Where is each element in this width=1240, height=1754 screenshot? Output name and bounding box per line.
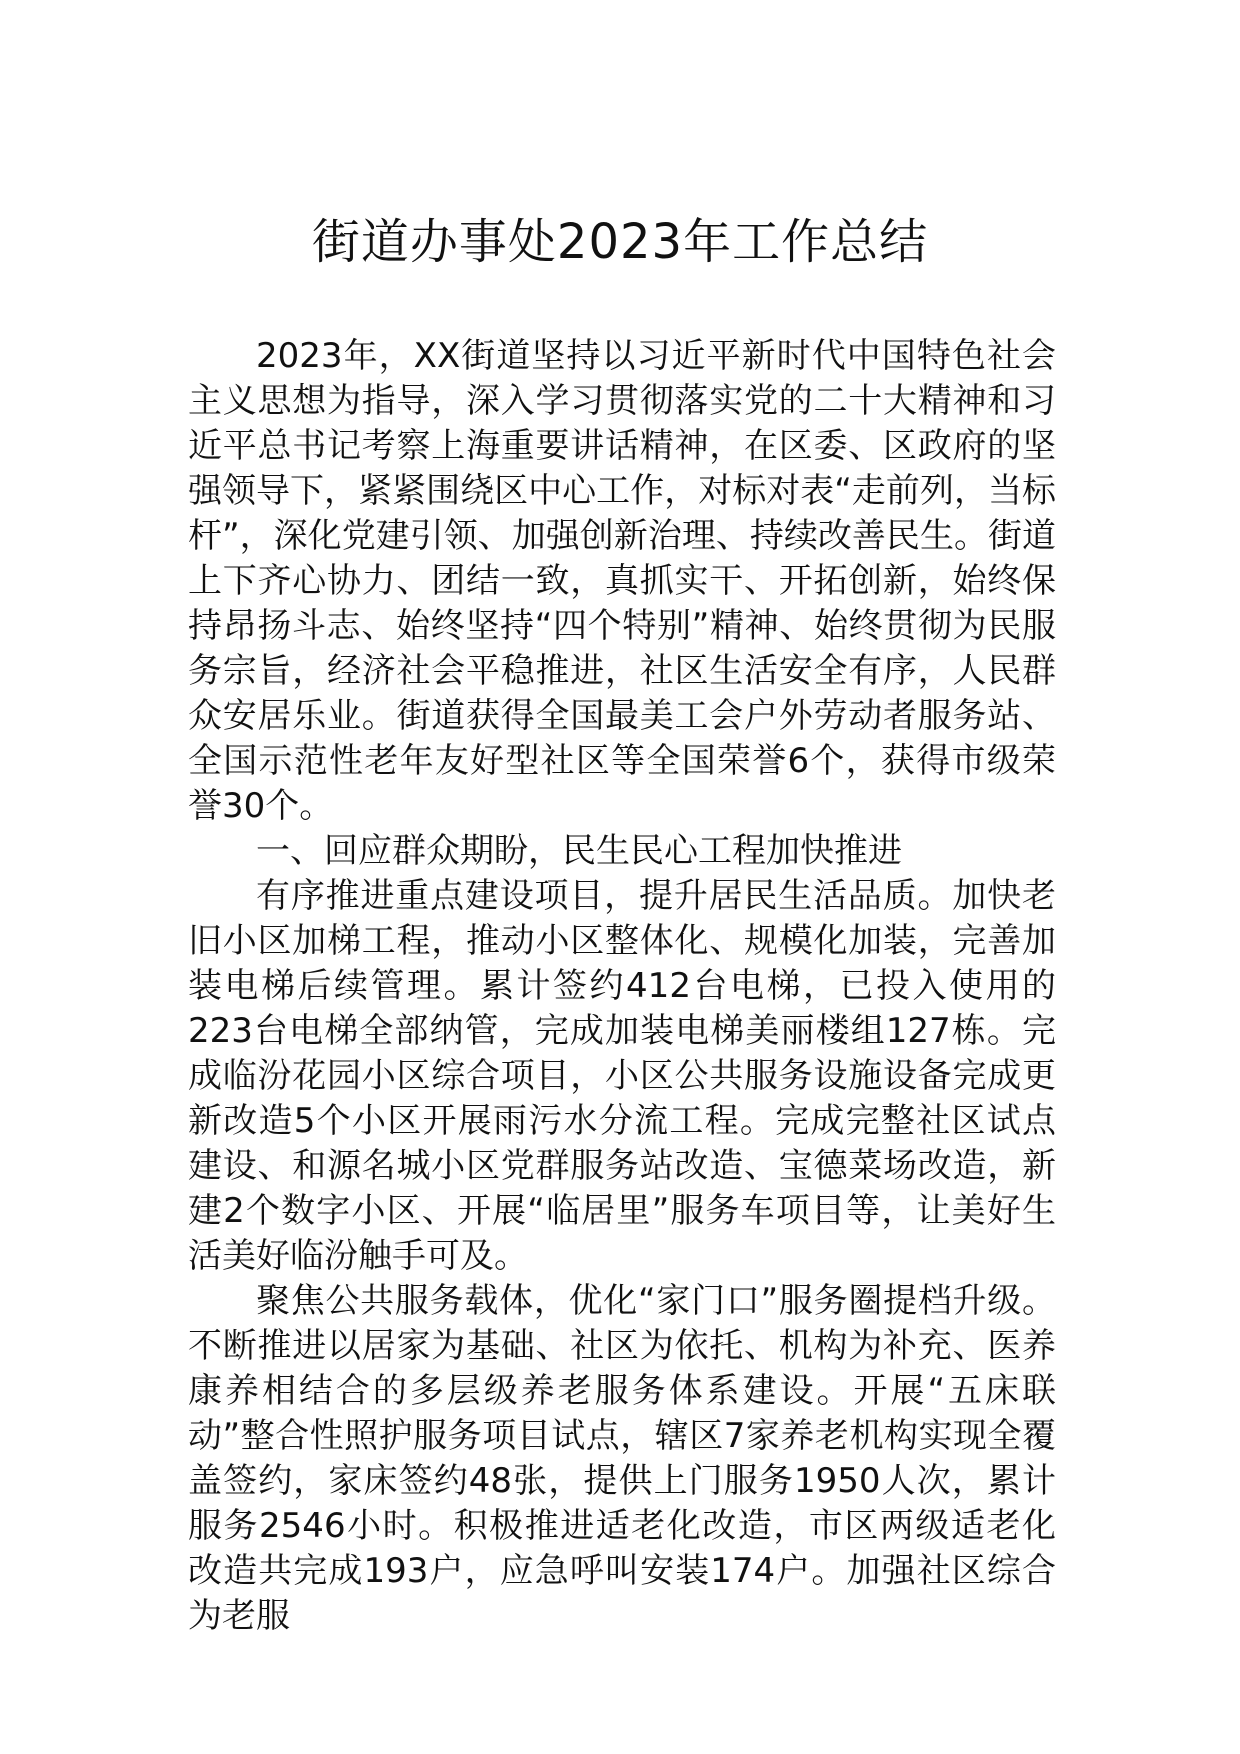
paragraph-construction: 有序推进重点建设项目，提升居民生活品质。加快老旧小区加梯工程，推动小区整体化、规模化加装，完善加装电梯后续管理。累计签约412台电梯，已投入使用的223台电梯全部纳管，完成加装电梯美丽楼组127栋。完成临汾花园小区综合项目，小区公共服务设施设备完成更新改造5个小区开展雨污水分流工程。完成完整社区试点建设、和源名城小区党群服务站改造、宝德菜场改造，新建2个数字小区、开展“临居里”服务车项目等，让美好生活美好临汾触手可及。 [188,876,1056,1276]
section-heading-1: 一、回应群众期盼，民生民心工程加快推进 [256,831,902,871]
paragraph-public-service: 聚焦公共服务载体，优化“家门口”服务圈提档升级。不断推进以居家为基础、社区为依托、机构为补充、医养康养相结合的多层级养老服务体系建设。开展“五床联动”整合性照护服务项目试点，辖区7家养老机构实现全覆盖签约，家床签约48张，提供上门服务1950人次，累计服务2546小时。积极推进适老化改造，市区两级适老化改造共完成193户，应急呼叫安装174户。加强社区综合为老服 [188,1281,1056,1636]
paragraph-intro: 2023年，XX街道坚持以习近平新时代中国特色社会主义思想为指导，深入学习贯彻落实党的二十大精神和习近平总书记考察上海重要讲话精神，在区委、区政府的坚强领导下，紧紧围绕区中心工作，对标对表“走前列，当标杆”，深化党建引领、加强创新治理、持续改善民生。街道上下齐心协力、团结一致，真抓实干、开拓创新，始终保持昂扬斗志、始终坚持“四个特别”精神、始终贯彻为民服务宗旨，经济社会平稳推进，社区生活安全有序，人民群众安居乐业。街道获得全国最美工会户外劳动者服务站、全国示范性老年友好型社区等全国荣誉6个，获得市级荣誉30个。 [188,336,1056,826]
document-body [188,334,1056,1639]
document-title: 街道办事处2023年工作总结 [311,214,929,270]
